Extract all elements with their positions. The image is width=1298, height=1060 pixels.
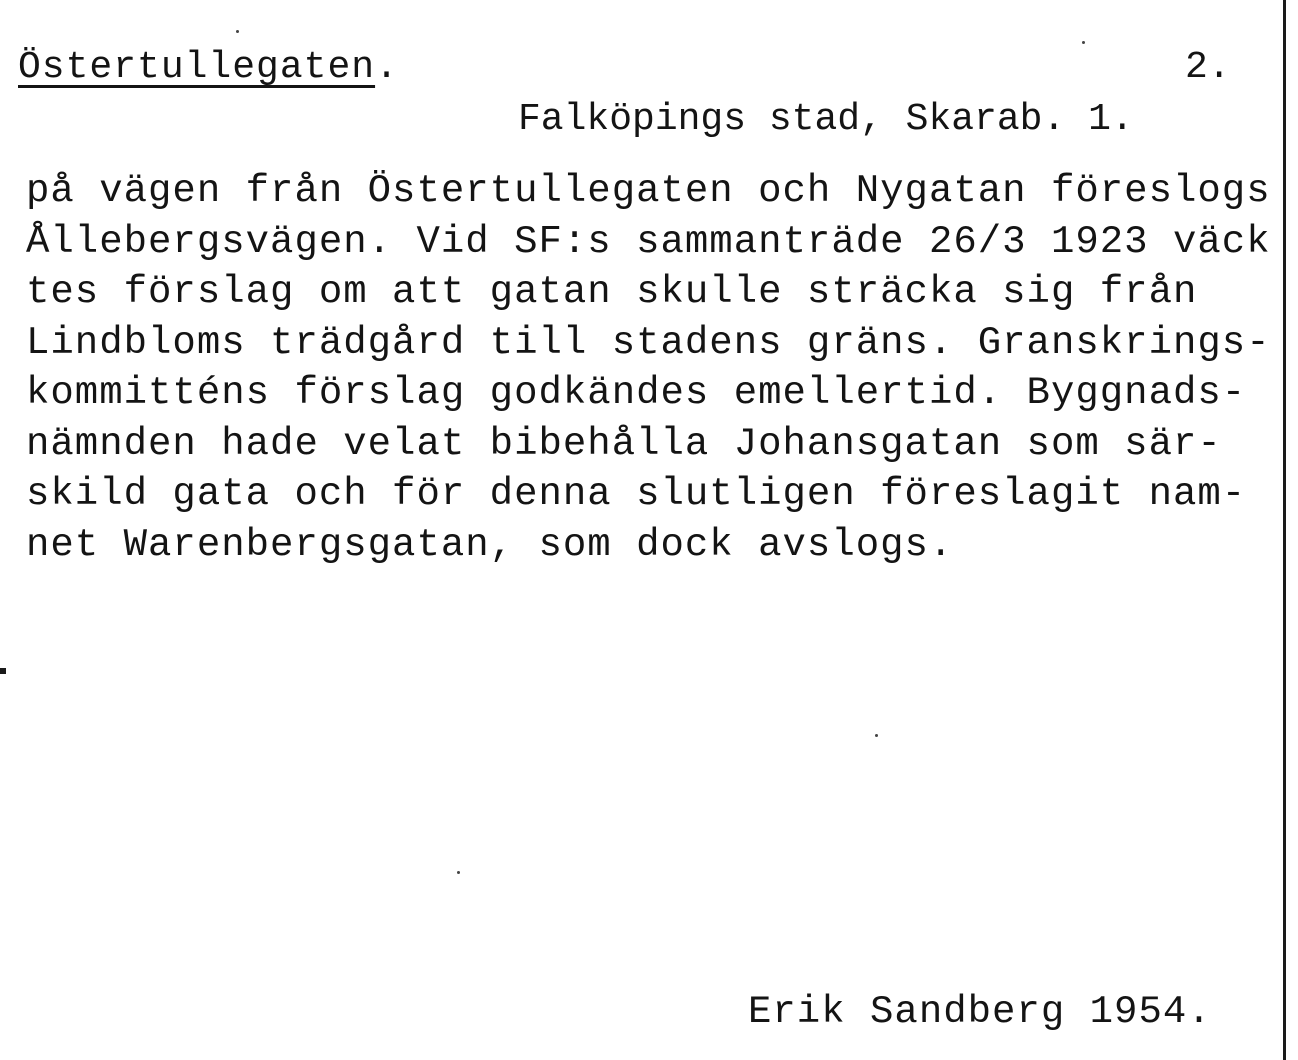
body-line: på vägen från Östertullegaten och Nygatan föreslogs <box>26 169 1271 213</box>
card-number: 2. <box>1185 46 1231 89</box>
body-line: tes förslag om att gatan skulle sträcka sig från <box>26 270 1198 314</box>
body-line: nämnden hade velat bibehålla Johansgatan som sär- <box>26 421 1222 466</box>
card-right-edge <box>1283 0 1286 1060</box>
scan-mark <box>0 668 6 674</box>
location-line: Falköpings stad, Skarab. 1. <box>518 98 1134 141</box>
body-line: Ållebergsvägen. Vid SF:s sammanträde 26/3 1923 väck <box>26 219 1271 264</box>
body-line: kommitténs förslag godkändes emellertid. Byggnads- <box>26 371 1247 415</box>
body-line: skild gata och för denna slutligen föreslagit nam- <box>26 472 1247 516</box>
card-title <box>18 44 399 92</box>
scan-speck <box>236 30 239 33</box>
body-line: net Warenbergsgatan, som dock avslogs. <box>26 522 954 567</box>
signature: Erik Sandberg 1954. <box>748 990 1212 1034</box>
body-line: Lindbloms trädgård till stadens gräns. Granskrings- <box>26 320 1271 365</box>
title-period: . <box>375 46 399 89</box>
street-name: Östertullegaten <box>18 46 376 89</box>
scan-speck <box>457 871 460 874</box>
card-body <box>26 166 1283 570</box>
scan-speck <box>1082 41 1085 44</box>
scan-speck <box>875 734 878 737</box>
